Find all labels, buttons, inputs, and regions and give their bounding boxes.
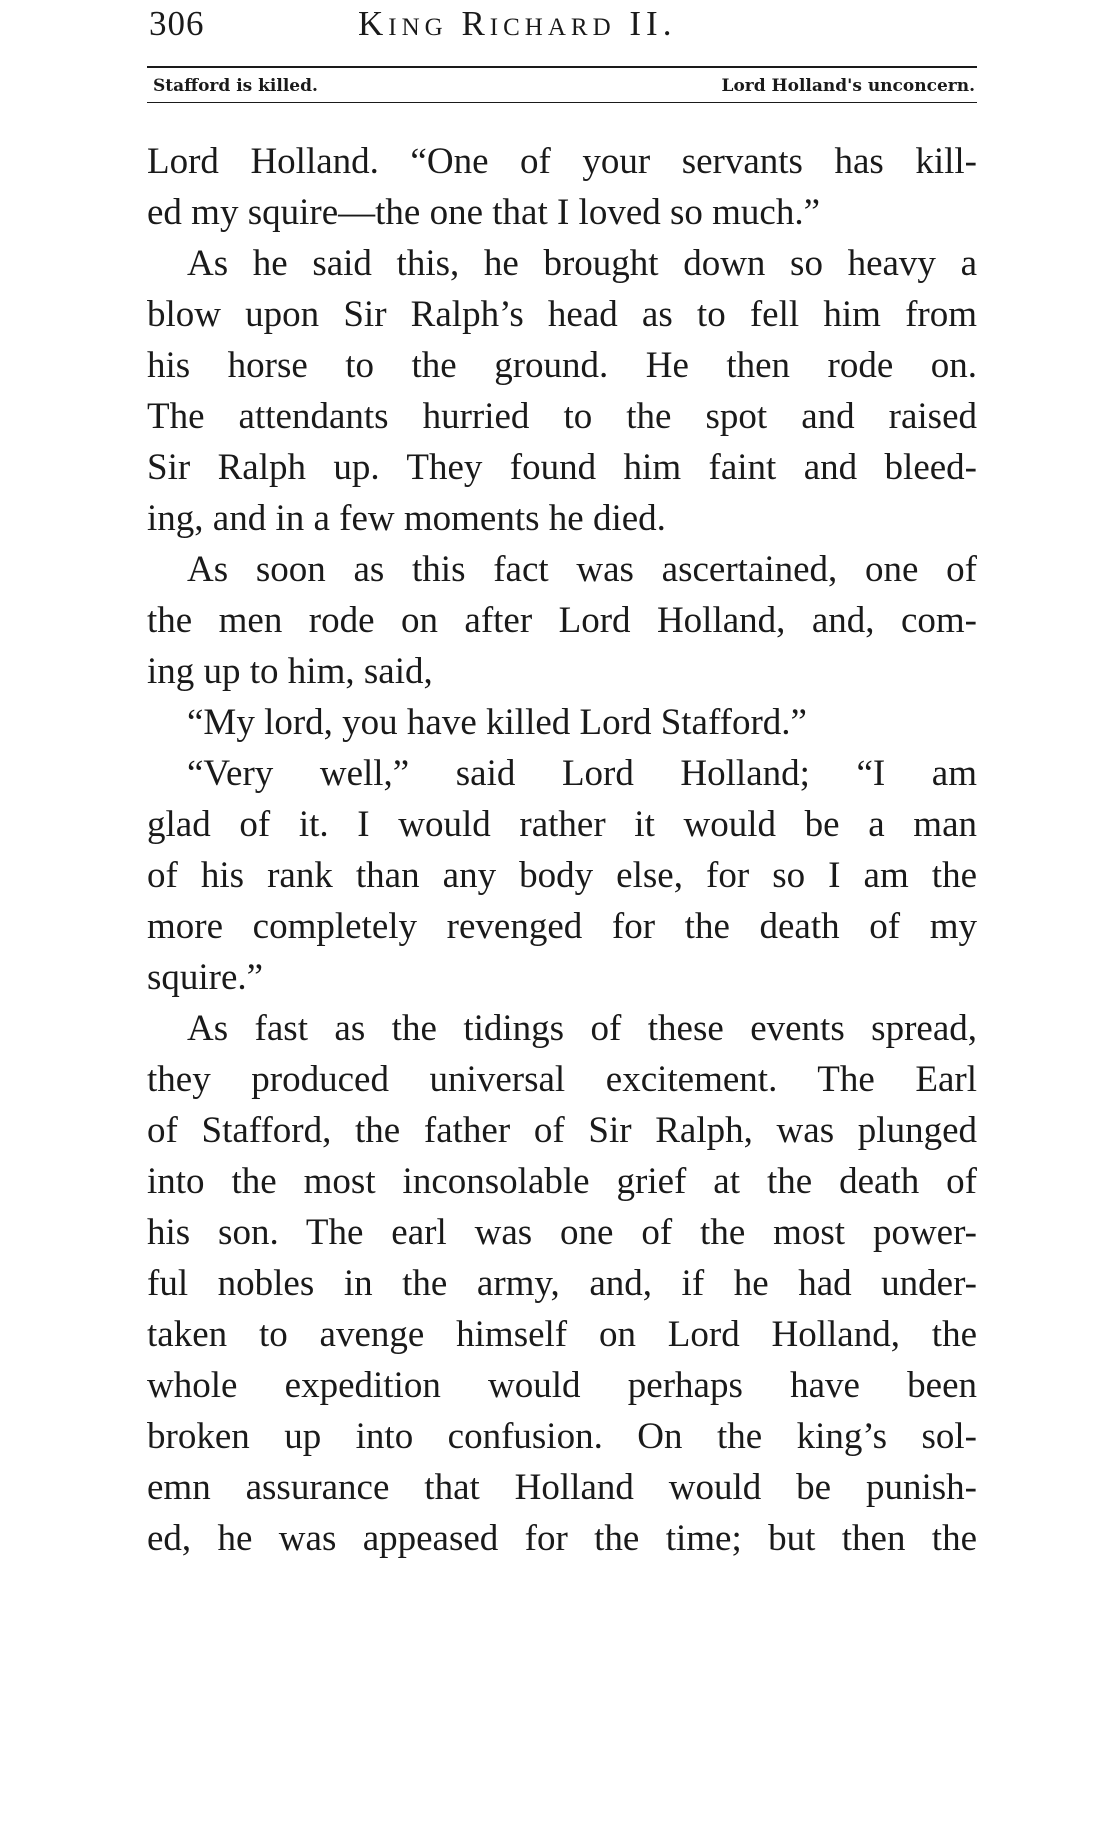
text-line: Lord Holland. “One of your servants has kill-	[147, 141, 977, 182]
text-line: into the most inconsolable grief at the death of	[147, 1161, 977, 1202]
text-line: taken to avenge himself on Lord Holland, the	[147, 1314, 977, 1355]
page-number: 306	[149, 4, 205, 43]
text-line: ing up to him, said,	[147, 651, 433, 692]
text-line: squire.”	[147, 957, 264, 998]
text-line: As he said this, he brought down so heavy a	[187, 243, 977, 284]
text-line: broken up into confusion. On the king’s sol-	[147, 1416, 977, 1457]
book-page	[147, 0, 977, 1559]
text-line: ed my squire—the one that I loved so much.”	[147, 192, 821, 233]
text-line: ed, he was appeased for the time; but then the	[147, 1518, 977, 1559]
header-rule-top	[147, 66, 977, 68]
text-line: “Very well,” said Lord Holland; “I am	[187, 753, 977, 794]
running-head	[147, 0, 977, 60]
text-line: more completely revenged for the death of my	[147, 906, 977, 947]
text-line: of his rank than any body else, for so I am the	[147, 855, 977, 896]
text-line: glad of it. I would rather it would be a man	[147, 804, 977, 845]
text-line: of Stafford, the father of Sir Ralph, was plunged	[147, 1110, 977, 1151]
text-line: “My lord, you have killed Lord Stafford.”	[187, 702, 807, 743]
text-line: emn assurance that Holland would be punish-	[147, 1467, 977, 1508]
text-line: ful nobles in the army, and, if he had under-	[147, 1263, 977, 1304]
marginal-notes	[147, 76, 977, 100]
text-line: they produced universal excitement. The Earl	[147, 1059, 977, 1100]
text-line: his horse to the ground. He then rode on.	[147, 345, 977, 386]
text-line: whole expedition would perhaps have been	[147, 1365, 977, 1406]
text-line: Sir Ralph up. They found him faint and bleed-	[147, 447, 977, 488]
text-line: the men rode on after Lord Holland, and, com-	[147, 600, 977, 641]
sidenote-left: Stafford is killed.	[153, 76, 318, 96]
text-line: ing, and in a few moments he died.	[147, 498, 666, 539]
body-text	[147, 136, 977, 1564]
book-title: King Richard II.	[358, 4, 677, 43]
sidenote-right: Lord Holland's unconcern.	[721, 76, 975, 96]
text-line: As soon as this fact was ascertained, one of	[187, 549, 977, 590]
header-rule-bottom	[147, 102, 977, 103]
text-line: The attendants hurried to the spot and raised	[147, 396, 977, 437]
text-line: his son. The earl was one of the most power-	[147, 1212, 977, 1253]
text-line: blow upon Sir Ralph’s head as to fell him from	[147, 294, 977, 335]
text-line: As fast as the tidings of these events spread,	[187, 1008, 977, 1049]
